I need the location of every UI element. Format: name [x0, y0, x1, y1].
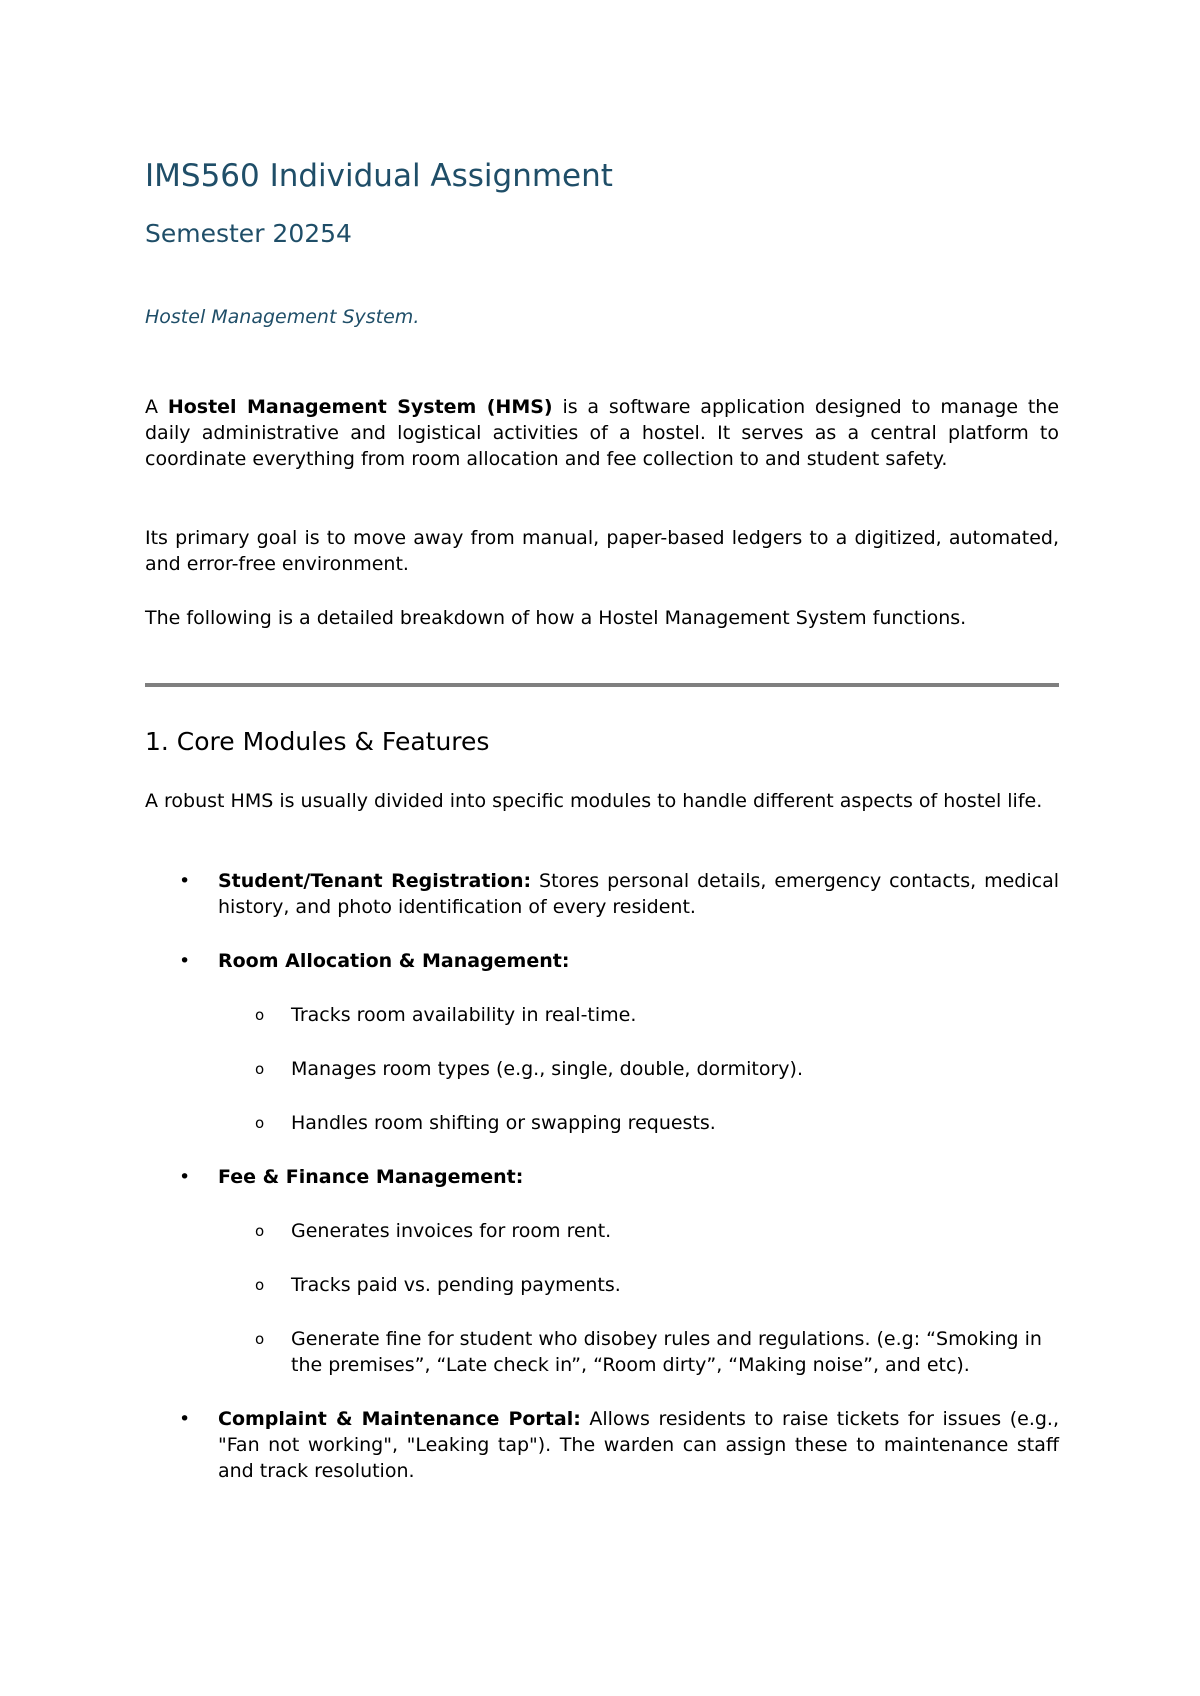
bullet-icon: •	[179, 950, 191, 972]
item-label: Complaint & Maintenance Portal:	[218, 1408, 581, 1430]
document-subtitle: Semester 20254	[145, 219, 352, 248]
list-item	[145, 1406, 1059, 1484]
list-item	[145, 1164, 1059, 1378]
list-item	[145, 948, 1059, 1136]
item-text: Allows residents to raise tickets for issues (e.g., "Fan not working", "Leaking tap"). The warden can assign these to maintenance staff and track resolution.	[218, 1408, 1059, 1482]
item-text: Stores personal details, emergency contacts, medical history, and photo identification of every resident.	[218, 870, 1059, 918]
document-topic: Hostel Management System.	[145, 306, 420, 328]
bullet-icon: •	[179, 870, 191, 892]
item-label: Fee & Finance Management:	[218, 1166, 524, 1188]
sub-list-item	[145, 1110, 1059, 1136]
horizontal-rule	[145, 683, 1059, 687]
breakdown-paragraph: The following is a detailed breakdown of how a Hostel Management System functions.	[145, 607, 967, 629]
intro-bold-term: Hostel Management System (HMS)	[167, 396, 553, 418]
sub-list-item	[145, 1218, 1059, 1244]
document-title: IMS560 Individual Assignment	[145, 158, 613, 194]
list-item	[145, 868, 1059, 920]
sub-bullet-icon: o	[255, 1114, 265, 1132]
sub-item-text: Generates invoices for room rent.	[291, 1220, 612, 1242]
sub-bullet-icon: o	[255, 1006, 265, 1024]
intro-rest: is a software application designed to manage the daily administrative and logistical activities of a hostel. It serves as a central platform to coordinate everything from room allocation and fee collection to and student safety.	[145, 396, 1060, 470]
sub-item-text: Tracks paid vs. pending payments.	[291, 1274, 621, 1296]
sub-list-item	[145, 1326, 1059, 1378]
intro-prefix: A	[145, 396, 168, 418]
sub-list-item	[145, 1056, 1059, 1082]
section-intro: A robust HMS is usually divided into specific modules to handle different aspects of hostel life.	[145, 790, 1043, 812]
feature-list	[145, 868, 1059, 1512]
sub-list-item	[145, 1002, 1059, 1028]
sub-list-item	[145, 1272, 1059, 1298]
sub-bullet-icon: o	[255, 1222, 265, 1240]
bullet-icon: •	[179, 1408, 191, 1430]
sub-bullet-icon: o	[255, 1060, 265, 1078]
goal-paragraph: Its primary goal is to move away from manual, paper-based ledgers to a digitized, automated, and error-free environment.	[145, 527, 1059, 575]
item-label: Student/Tenant Registration:	[218, 870, 532, 892]
sub-bullet-icon: o	[255, 1276, 265, 1294]
section-heading: 1. Core Modules & Features	[145, 727, 490, 756]
sub-item-text: Handles room shifting or swapping requests.	[291, 1112, 716, 1134]
sub-item-text: Manages room types (e.g., single, double, dormitory).	[291, 1058, 803, 1080]
bullet-icon: •	[179, 1166, 191, 1188]
sub-item-text: Tracks room availability in real-time.	[291, 1004, 637, 1026]
sub-bullet-icon: o	[255, 1330, 265, 1348]
intro-paragraph	[145, 394, 1059, 472]
sub-item-text: Generate fine for student who disobey rules and regulations. (e.g: “Smoking in the premises”, “Late check in”, “Room dirty”, “Making noise”, and etc).	[291, 1328, 1042, 1376]
item-label: Room Allocation & Management:	[218, 950, 570, 972]
